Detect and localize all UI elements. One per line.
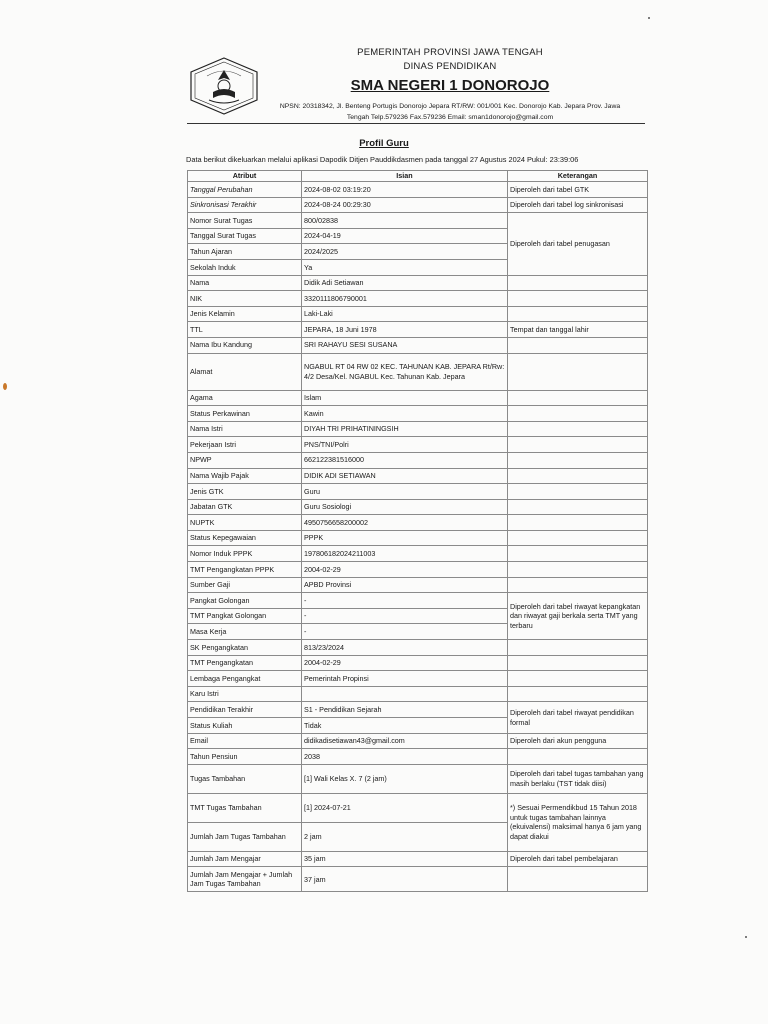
row-note-empty bbox=[508, 515, 648, 531]
row-attribute: Tahun Pensiun bbox=[188, 749, 302, 765]
row-attribute: Jabatan GTK bbox=[188, 499, 302, 515]
row-attribute: Agama bbox=[188, 390, 302, 406]
row-attribute: Nama Istri bbox=[188, 421, 302, 437]
row-attribute: Nama Wajib Pajak bbox=[188, 468, 302, 484]
row-attribute: TMT Pengangkatan bbox=[188, 655, 302, 671]
row-value: 800/02838 bbox=[302, 213, 508, 229]
row-value: DIDIK ADI SETIAWAN bbox=[302, 468, 508, 484]
row-note-empty bbox=[508, 468, 648, 484]
row-attribute: Pendidikan Terakhir bbox=[188, 702, 302, 718]
row-note: Diperoleh dari akun pengguna bbox=[508, 733, 648, 749]
row-value: - bbox=[302, 593, 508, 609]
row-attribute: Karu Istri bbox=[188, 686, 302, 702]
row-attribute: SK Pengangkatan bbox=[188, 640, 302, 656]
row-attribute: Status Perkawinan bbox=[188, 406, 302, 422]
row-note: Diperoleh dari tabel log sinkronisasi bbox=[508, 197, 648, 213]
row-value: 197806182024211003 bbox=[302, 546, 508, 562]
table-row bbox=[188, 197, 648, 213]
row-value: 662122381516000 bbox=[302, 452, 508, 468]
header-keterangan: Keterangan bbox=[508, 171, 648, 182]
school-address bbox=[250, 101, 650, 123]
row-attribute: Jumlah Jam Mengajar + Jumlah Jam Tugas Tambahan bbox=[188, 867, 302, 892]
table-row bbox=[188, 851, 648, 867]
scan-speck bbox=[648, 17, 650, 19]
row-attribute: Jenis GTK bbox=[188, 484, 302, 500]
row-attribute: Tahun Ajaran bbox=[188, 244, 302, 260]
row-value: PNS/TNI/Polri bbox=[302, 437, 508, 453]
table-row bbox=[188, 686, 648, 702]
header-atribut: Atribut bbox=[188, 171, 302, 182]
row-attribute: TTL bbox=[188, 322, 302, 338]
address-line-2: Tengah Telp.579236 Fax.579236 Email: sman1donorojo@gmail.com bbox=[346, 114, 554, 121]
row-value: 37 jam bbox=[302, 867, 508, 892]
table-row bbox=[188, 562, 648, 578]
table-row bbox=[188, 593, 648, 609]
row-attribute: Status Kuliah bbox=[188, 718, 302, 734]
government-line: PEMERINTAH PROVINSI JAWA TENGAH bbox=[357, 47, 543, 58]
row-note-empty bbox=[508, 671, 648, 687]
table-row bbox=[188, 764, 648, 793]
row-attribute: Alamat bbox=[188, 353, 302, 390]
table-row bbox=[188, 322, 648, 338]
row-attribute: Jenis Kelamin bbox=[188, 306, 302, 322]
row-value: 2004-02-29 bbox=[302, 562, 508, 578]
table-row bbox=[188, 733, 648, 749]
table-row bbox=[188, 640, 648, 656]
row-value: 2 jam bbox=[302, 822, 508, 851]
row-note: Diperoleh dari tabel riwayat kepangkatan dan riwayat gaji berkala serta TMT yang terbaru bbox=[508, 593, 648, 640]
row-attribute: Masa Kerja bbox=[188, 624, 302, 640]
header-isian: Isian bbox=[302, 171, 508, 182]
row-value: Laki-Laki bbox=[302, 306, 508, 322]
row-value: 2004-02-29 bbox=[302, 655, 508, 671]
table-row bbox=[188, 484, 648, 500]
page-title: Profil Guru bbox=[359, 138, 409, 149]
row-note-empty bbox=[508, 655, 648, 671]
row-note-empty bbox=[508, 686, 648, 702]
row-value: APBD Provinsi bbox=[302, 577, 508, 593]
row-value: 35 jam bbox=[302, 851, 508, 867]
row-note-empty bbox=[508, 546, 648, 562]
row-value: Guru Sosiologi bbox=[302, 499, 508, 515]
table-header-row bbox=[188, 171, 648, 182]
table-row bbox=[188, 749, 648, 765]
row-attribute: Sinkronisasi Terakhir bbox=[188, 197, 302, 213]
row-note-empty bbox=[508, 640, 648, 656]
row-note: Diperoleh dari tabel riwayat pendidikan formal bbox=[508, 702, 648, 733]
table-row bbox=[188, 867, 648, 892]
row-note-empty bbox=[508, 337, 648, 353]
row-attribute: Pangkat Golongan bbox=[188, 593, 302, 609]
table-row bbox=[188, 353, 648, 390]
row-value: S1 - Pendidikan Sejarah bbox=[302, 702, 508, 718]
table-row bbox=[188, 182, 648, 198]
table-row bbox=[188, 671, 648, 687]
row-value: SRI RAHAYU SESI SUSANA bbox=[302, 337, 508, 353]
row-value: Ya bbox=[302, 259, 508, 275]
table-row bbox=[188, 702, 648, 718]
row-value: 813/23/2024 bbox=[302, 640, 508, 656]
row-value: 2024/2025 bbox=[302, 244, 508, 260]
row-value: didikadisetiawan43@gmail.com bbox=[302, 733, 508, 749]
table-row bbox=[188, 793, 648, 822]
table-row bbox=[188, 468, 648, 484]
row-attribute: Jumlah Jam Mengajar bbox=[188, 851, 302, 867]
row-note-empty bbox=[508, 530, 648, 546]
profile-table bbox=[187, 170, 648, 892]
row-value: Tidak bbox=[302, 718, 508, 734]
row-attribute: TMT Pangkat Golongan bbox=[188, 608, 302, 624]
row-note-empty bbox=[508, 577, 648, 593]
row-note-empty bbox=[508, 867, 648, 892]
row-attribute: NUPTK bbox=[188, 515, 302, 531]
row-attribute: NPWP bbox=[188, 452, 302, 468]
row-value: 3320111806790001 bbox=[302, 291, 508, 307]
row-attribute: Nomor Surat Tugas bbox=[188, 213, 302, 229]
row-note-empty bbox=[508, 353, 648, 390]
scan-speck bbox=[3, 383, 7, 390]
row-attribute: Tanggal Perubahan bbox=[188, 182, 302, 198]
row-attribute: NIK bbox=[188, 291, 302, 307]
row-attribute: Tugas Tambahan bbox=[188, 764, 302, 793]
row-attribute: Status Kepegawaian bbox=[188, 530, 302, 546]
table-row bbox=[188, 337, 648, 353]
table-row bbox=[188, 437, 648, 453]
row-note-empty bbox=[508, 406, 648, 422]
row-attribute: Sekolah Induk bbox=[188, 259, 302, 275]
table-row bbox=[188, 306, 648, 322]
row-attribute: Email bbox=[188, 733, 302, 749]
row-value: 2024-04-19 bbox=[302, 228, 508, 244]
row-attribute: Nama Ibu Kandung bbox=[188, 337, 302, 353]
row-note-empty bbox=[508, 499, 648, 515]
row-value: NGABUL RT 04 RW 02 KEC. TAHUNAN KAB. JEPARA Rt/Rw: 4/2 Desa/Kel. NGABUL Kec. Tahunan Kab. Jepara bbox=[302, 353, 508, 390]
row-note: Diperoleh dari tabel tugas tambahan yang masih berlaku (TST tidak diisi) bbox=[508, 764, 648, 793]
row-note-empty bbox=[508, 484, 648, 500]
row-note-empty bbox=[508, 421, 648, 437]
table-row bbox=[188, 530, 648, 546]
row-value: 2038 bbox=[302, 749, 508, 765]
row-value: Kawin bbox=[302, 406, 508, 422]
row-value: PPPK bbox=[302, 530, 508, 546]
row-attribute: Tanggal Surat Tugas bbox=[188, 228, 302, 244]
row-attribute: Sumber Gaji bbox=[188, 577, 302, 593]
row-value: DIYAH TRI PRIHATININGSIH bbox=[302, 421, 508, 437]
table-row bbox=[188, 390, 648, 406]
row-note-empty bbox=[508, 437, 648, 453]
row-note: *) Sesuai Permendikbud 15 Tahun 2018 untuk tugas tambahan lainnya (ekuivalensi) maksimal hanya 6 jam yang dapat diakui bbox=[508, 793, 648, 851]
row-value: - bbox=[302, 608, 508, 624]
row-attribute: Jumlah Jam Tugas Tambahan bbox=[188, 822, 302, 851]
row-attribute: Nama bbox=[188, 275, 302, 291]
header-divider bbox=[187, 123, 645, 124]
row-note-empty bbox=[508, 390, 648, 406]
row-note: Diperoleh dari tabel GTK bbox=[508, 182, 648, 198]
row-value: Guru bbox=[302, 484, 508, 500]
row-value bbox=[302, 686, 508, 702]
letterhead bbox=[250, 47, 650, 123]
row-value: JEPARA, 18 Juni 1978 bbox=[302, 322, 508, 338]
row-note-empty bbox=[508, 275, 648, 291]
row-attribute: TMT Pengangkatan PPPK bbox=[188, 562, 302, 578]
table-row bbox=[188, 406, 648, 422]
table-row bbox=[188, 421, 648, 437]
row-note-empty bbox=[508, 749, 648, 765]
table-row bbox=[188, 655, 648, 671]
row-attribute: TMT Tugas Tambahan bbox=[188, 793, 302, 822]
table-row bbox=[188, 452, 648, 468]
table-row bbox=[188, 499, 648, 515]
row-note: Diperoleh dari tabel penugasan bbox=[508, 213, 648, 275]
row-note-empty bbox=[508, 452, 648, 468]
row-value: [1] 2024-07-21 bbox=[302, 793, 508, 822]
row-value: 4950756658200002 bbox=[302, 515, 508, 531]
row-value: [1] Wali Kelas X. 7 (2 jam) bbox=[302, 764, 508, 793]
school-name: SMA NEGERI 1 DONOROJO bbox=[350, 77, 550, 94]
row-value: Pemerintah Propinsi bbox=[302, 671, 508, 687]
row-value: 2024-08-02 03:19:20 bbox=[302, 182, 508, 198]
row-value: 2024-08-24 00:29:30 bbox=[302, 197, 508, 213]
address-line-1: NPSN: 20318342, Jl. Benteng Portugis Donorojo Jepara RT/RW: 001/001 Kec. Donorojo Kab. Jepara Prov. Jawa bbox=[279, 103, 621, 110]
row-value: Islam bbox=[302, 390, 508, 406]
row-value: Didik Adi Setiawan bbox=[302, 275, 508, 291]
row-attribute: Nomor Induk PPPK bbox=[188, 546, 302, 562]
department-line: DINAS PENDIDIKAN bbox=[403, 61, 497, 72]
table-row bbox=[188, 275, 648, 291]
row-value: - bbox=[302, 624, 508, 640]
row-note-empty bbox=[508, 306, 648, 322]
table-row bbox=[188, 515, 648, 531]
table-row bbox=[188, 291, 648, 307]
row-attribute: Pekerjaan Istri bbox=[188, 437, 302, 453]
table-row bbox=[188, 213, 648, 229]
scan-speck bbox=[745, 936, 747, 938]
row-note-empty bbox=[508, 291, 648, 307]
table-row bbox=[188, 577, 648, 593]
table-row bbox=[188, 546, 648, 562]
row-note: Diperoleh dari tabel pembelajaran bbox=[508, 851, 648, 867]
intro-text: Data berikut dikeluarkan melalui aplikasi Dapodik Ditjen Pauddikdasmen pada tanggal 27 Agustus 2024 Pukul: 23:39:06 bbox=[186, 155, 579, 164]
row-attribute: Lembaga Pengangkat bbox=[188, 671, 302, 687]
row-note: Tempat dan tanggal lahir bbox=[508, 322, 648, 338]
row-note-empty bbox=[508, 562, 648, 578]
